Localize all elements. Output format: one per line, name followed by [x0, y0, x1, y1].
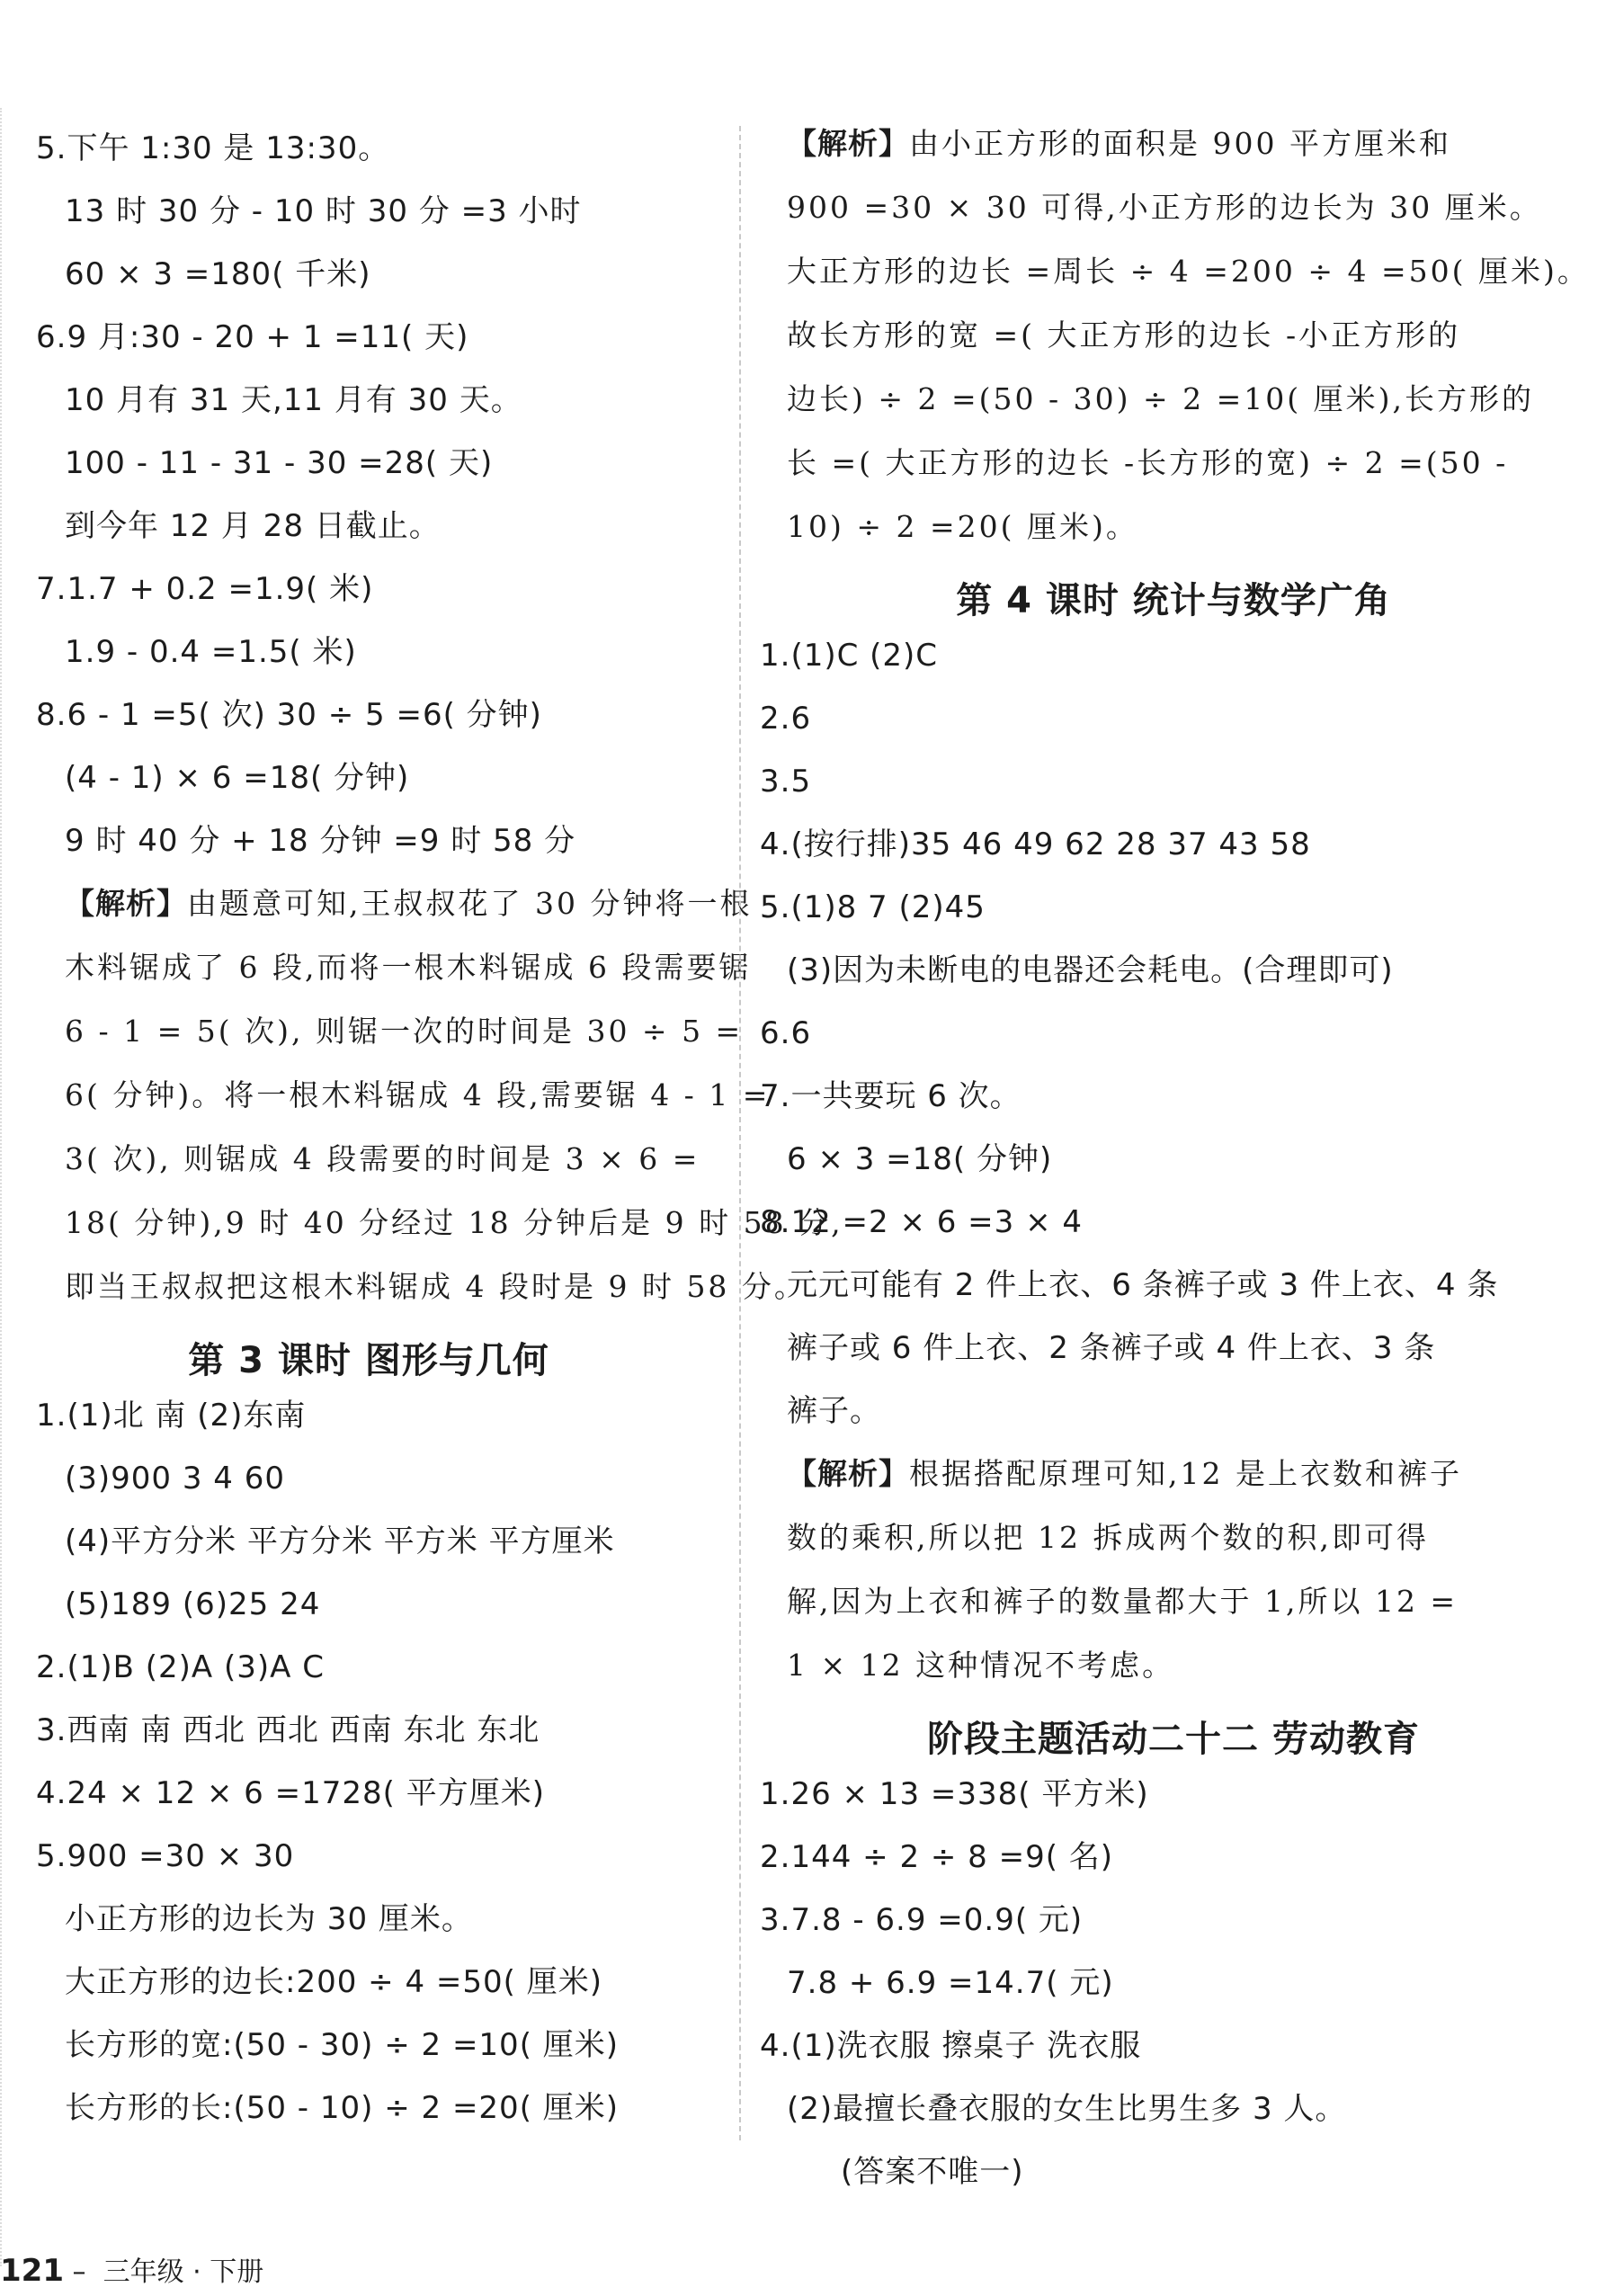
answer-line [751, 1898, 1596, 1943]
answer-line [751, 1961, 1596, 2006]
line-text: 4.(按行排)35 46 49 62 28 37 43 58 [760, 826, 1311, 862]
line-text: (4)平方分米 平方分米 平方米 平方厘米 [65, 1523, 615, 1559]
analysis-line [751, 505, 1596, 549]
grade-label: 三年级 · 下册 [103, 2256, 264, 2288]
line-text: 故长方形的宽 =( 大正方形的边长 -小正方形的 [787, 317, 1461, 353]
line-text: 9 时 40 分 + 18 分钟 =9 时 58 分 [65, 823, 576, 859]
answer-line [751, 2024, 1596, 2068]
analysis-line [751, 185, 1596, 230]
line-text: 元元可能有 2 件上衣、6 条裤子或 3 件上衣、4 条 [787, 1267, 1499, 1303]
line-text: 边长) ÷ 2 =(50 - 30) ÷ 2 =10( 厘米),长方形的 [787, 381, 1534, 416]
line-text: 10) ÷ 2 =20( 厘米)。 [787, 509, 1138, 544]
answer-line [751, 2149, 1596, 2194]
line-text: 5.下午 1:30 是 13:30。 [36, 130, 390, 166]
line-text: 5.900 =30 × 30 [36, 1838, 295, 1874]
line-text: 到今年 12 月 28 日截止。 [65, 508, 441, 544]
line-text: 2.(1)B (2)A (3)A C [36, 1649, 325, 1685]
analysis-line [0, 945, 752, 990]
analysis-tag: 【解析】 [787, 126, 909, 161]
answer-line [751, 633, 1596, 678]
line-text: (4 - 1) × 6 =18( 分钟) [65, 760, 410, 796]
answer-line [0, 378, 737, 423]
answer-line [0, 1582, 737, 1627]
answer-line [0, 1393, 737, 1438]
answer-line [751, 759, 1596, 804]
answer-line [0, 2086, 737, 2131]
analysis-line [751, 1643, 1596, 1688]
page-footer [0, 2253, 263, 2291]
line-text: 1 × 12 这种情况不考虑。 [787, 1648, 1175, 1683]
line-text: 4.24 × 12 × 6 =1728( 平方厘米) [36, 1775, 545, 1811]
line-text: (3)900 3 4 60 [65, 1461, 286, 1496]
answer-line [0, 504, 737, 549]
analysis-line [751, 249, 1596, 294]
column-divider [739, 126, 741, 2140]
answer-line [0, 1519, 737, 1564]
line-text: 7.一共要玩 6 次。 [760, 1078, 1022, 1114]
analysis-line [0, 1201, 843, 1246]
analysis-tag: 【解析】 [787, 1456, 909, 1491]
line-text: 1.26 × 13 =338( 平方米) [760, 1776, 1149, 1812]
line-text: (答案不唯一) [841, 2154, 1024, 2190]
answer-line [0, 1645, 737, 1690]
line-text: 4.(1)洗衣服 擦桌子 洗衣服 [760, 2028, 1142, 2064]
line-text: 6 × 3 =18( 分钟) [787, 1141, 1053, 1177]
answer-line [0, 630, 737, 675]
analysis-line [0, 1264, 807, 1309]
line-text: 2.144 ÷ 2 ÷ 8 =9( 名) [760, 1839, 1114, 1875]
line-text: 即当王叔叔把这根木料锯成 4 段时是 9 时 58 分。 [65, 1269, 807, 1304]
answer-line [0, 126, 737, 171]
line-text: 6( 分钟)。将一根木料锯成 4 段,需要锯 4 - 1 = [65, 1077, 771, 1112]
line-text: 1.(1)北 南 (2)东南 [36, 1398, 307, 1434]
line-text: 3.西南 南 西北 西北 西南 东北 东北 [36, 1712, 540, 1748]
line-text: 18( 分钟),9 时 40 分经过 18 分钟后是 9 时 58 分, [65, 1205, 843, 1240]
page-edge [0, 108, 7, 2266]
section-heading: 阶段主题活动二十二 劳动教育 [927, 1719, 1420, 1760]
line-text: 10 月有 31 天,11 月有 30 天。 [65, 382, 522, 418]
answer-line [751, 1835, 1596, 1880]
section-heading: 第 3 课时 图形与几何 [188, 1340, 549, 1381]
line-text: 数的乘积,所以把 12 拆成两个数的积,即可得 [787, 1520, 1429, 1555]
line-text: 900 =30 × 30 可得,小正方形的边长为 30 厘米。 [787, 190, 1542, 225]
line-text: 8.12 =2 × 6 =3 × 4 [760, 1204, 1084, 1240]
answer-line [751, 885, 1596, 930]
answer-line [0, 1456, 737, 1501]
line-text: 100 - 11 - 31 - 30 =28( 天) [65, 445, 494, 481]
answer-line [751, 822, 1596, 867]
analysis-line [751, 377, 1596, 422]
line-text: 7.1.7 + 0.2 =1.9( 米) [36, 571, 374, 607]
line-text: 木料锯成了 6 段,而将一根木料锯成 6 段需要锯 [65, 950, 752, 985]
answer-line [751, 1074, 1596, 1119]
answer-line [0, 189, 737, 234]
analysis-line [0, 1009, 744, 1054]
answer-line [0, 441, 737, 486]
analysis-line [751, 1515, 1596, 1560]
answer-line [751, 1200, 1596, 1245]
line-text: 大正方形的边长 =周长 ÷ 4 =200 ÷ 4 =50( 厘米)。 [787, 254, 1590, 289]
answer-line [751, 2086, 1596, 2131]
answer-line [751, 1772, 1596, 1817]
answer-line [0, 567, 737, 612]
analysis-line [751, 313, 1596, 358]
answer-line [0, 1960, 737, 2005]
line-text: 由小正方形的面积是 900 平方厘米和 [909, 126, 1451, 161]
line-text: 3.7.8 - 6.9 =0.9( 元) [760, 1902, 1084, 1938]
answer-line [0, 1897, 737, 1942]
line-text: 5.(1)8 7 (2)45 [760, 889, 986, 925]
answer-line [0, 1834, 737, 1879]
analysis-line [751, 1579, 1596, 1624]
line-text: 裤子或 6 件上衣、2 条裤子或 4 件上衣、3 条 [787, 1330, 1436, 1366]
answer-line [751, 948, 1596, 993]
line-text: 3( 次), 则锯成 4 段需要的时间是 3 × 6 = [65, 1141, 700, 1176]
line-text: 6.9 月:30 - 20 + 1 =11( 天) [36, 319, 469, 355]
line-text: 小正方形的边长为 30 厘米。 [65, 1901, 473, 1937]
answer-line [0, 252, 737, 297]
line-text: (5)189 (6)25 24 [65, 1586, 321, 1622]
section-heading: 第 4 课时 统计与数学广角 [956, 580, 1391, 621]
line-text: 长 =( 大正方形的边长 -长方形的宽) ÷ 2 =(50 - [787, 445, 1509, 480]
analysis-line [751, 1452, 1596, 1496]
answer-line [0, 1708, 737, 1753]
answer-line [751, 1263, 1596, 1308]
line-text: 13 时 30 分 - 10 时 30 分 =3 小时 [65, 193, 582, 229]
answer-line [751, 1011, 1596, 1056]
footer-separator: – [63, 2256, 86, 2288]
line-text: 7.8 + 6.9 =14.7( 元) [787, 1965, 1114, 2001]
page-number: 121 [0, 2253, 64, 2289]
answer-line [0, 2023, 737, 2068]
line-text: (2)最擅长叠衣服的女生比男生多 3 人。 [787, 2091, 1347, 2127]
line-text: 1.9 - 0.4 =1.5( 米) [65, 634, 357, 670]
analysis-line [0, 1073, 771, 1118]
line-text: 大正方形的边长:200 ÷ 4 =50( 厘米) [65, 1964, 602, 2000]
line-text: 60 × 3 =180( 千米) [65, 256, 371, 292]
line-text: (3)因为未断电的电器还会耗电。(合理即可) [787, 952, 1394, 988]
analysis-line [751, 121, 1596, 166]
line-text: 长方形的长:(50 - 10) ÷ 2 =20( 厘米) [65, 2090, 620, 2126]
answer-line [0, 818, 737, 863]
line-text: 解,因为上衣和裤子的数量都大于 1,所以 12 = [787, 1584, 1459, 1619]
line-text: 2.6 [760, 701, 812, 737]
line-text: 3.5 [760, 764, 812, 800]
answer-line [751, 1326, 1596, 1371]
answer-line [0, 692, 737, 737]
line-text: 裤子。 [787, 1393, 881, 1429]
analysis-line [0, 1137, 737, 1182]
line-text: 由题意可知,王叔叔花了 30 分钟将一根 [187, 886, 753, 921]
line-text: 6 - 1 = 5( 次), 则锯一次的时间是 30 ÷ 5 = [65, 1014, 744, 1049]
answer-line [751, 1389, 1596, 1434]
analysis-line [0, 881, 753, 926]
answer-line [0, 315, 737, 360]
answer-line [0, 755, 737, 800]
analysis-tag: 【解析】 [65, 886, 187, 921]
analysis-line [751, 441, 1596, 486]
line-text: 长方形的宽:(50 - 30) ÷ 2 =10( 厘米) [65, 2027, 620, 2063]
line-text: 6.6 [760, 1015, 812, 1051]
line-text: 8.6 - 1 =5( 次) 30 ÷ 5 =6( 分钟) [36, 697, 542, 733]
line-text: 根据搭配原理可知,12 是上衣数和裤子 [909, 1456, 1462, 1491]
line-text: 1.(1)C (2)C [760, 638, 939, 674]
answer-line [751, 696, 1596, 741]
answer-line [0, 1771, 737, 1816]
answer-line [751, 1137, 1596, 1182]
